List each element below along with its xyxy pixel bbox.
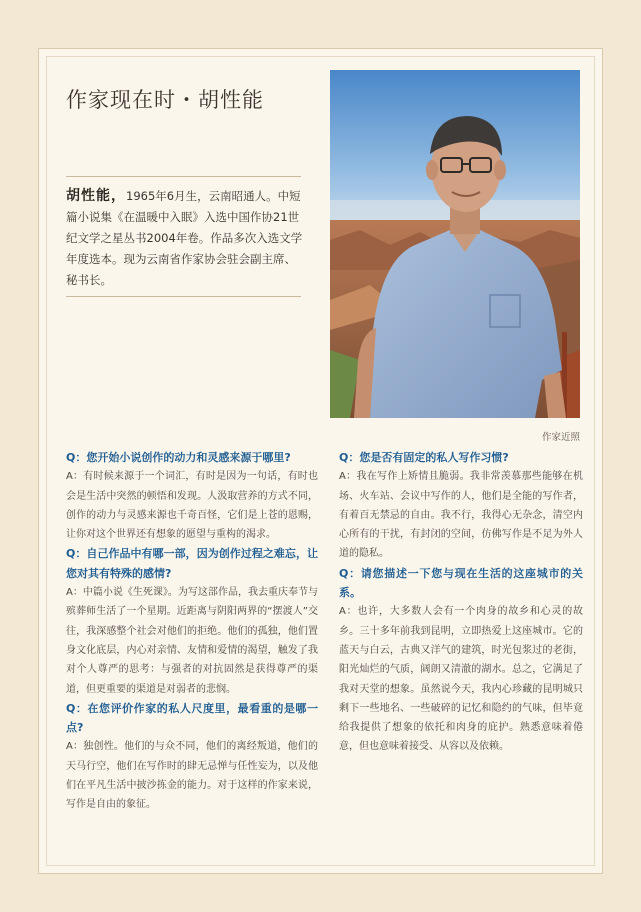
answer-2: A：中篇小说《生死课》。为写这部作品，我去重庆奉节与殡葬师生活了一个星期。近距离与阴阳两界的“摆渡人”交往，我深感整个社会对他们的拒绝。他们的孤独，他们置身文化底层，内心对亲情、友情和爱情的渴望，触发了我对个人尊严的思考：与强者的对抗固然是获得尊严的渠道，但更重要的渠道是对弱者的悲悯。	[66, 587, 318, 695]
answer-5: A：也许，大多数人会有一个肉身的故乡和心灵的故乡。三十多年前我到昆明，立即热爱上这座城市。它的蓝天与白云，古典又洋气的建筑，时光包浆过的老街，阳光灿烂的气质，阔朗又清澈的湖水。总之，它满足了我对天堂的想象。虽然说今天，我内心珍藏的昆明城只剩下一些地名、一些破碎的记忆和隐约的气味，但毕竟给我提供了想象的依托和肉身的庇护。熟悉意味着倦意，但也意味着接受、从容以及依赖。	[339, 606, 583, 753]
answer-1: A：有时候来源于一个词汇，有时是因为一句话，有时也会是生活中突然的顿悟和发现。人汲取营养的方式不同，创作的动力与灵感来源也千奇百怪，它们是上苍的恩赐，让你对这个世界还有想象的愿望与重构的渴求。	[66, 471, 318, 541]
author-photo	[330, 70, 580, 418]
bottom-divider	[66, 296, 301, 297]
interview-column-right	[339, 448, 583, 757]
question-3: Q：在您评价作家的私人尺度里，最看重的是哪一点?	[66, 701, 318, 735]
author-name: 胡性能，	[66, 188, 126, 204]
question-5: Q：请您描述一下您与现在生活的这座城市的关系。	[339, 566, 583, 600]
page-title: 作家现在时・胡性能	[66, 88, 264, 112]
photo-caption: 作家近照	[541, 432, 580, 443]
question-4: Q：您是否有固定的私人写作习惯?	[339, 451, 509, 464]
answer-4: A：我在写作上矫情且脆弱。我非常羡慕那些能够在机场、火车站、会议中写作的人，他们是全能的写作者，有着百无禁忌的自由。我不行，我得心无杂念，清空内心所有的干扰，有封闭的空间，仿佛写作是不足为外人道的隐私。	[339, 471, 583, 560]
question-1: Q：您开始小说创作的动力和灵感来源于哪里?	[66, 451, 291, 464]
question-2: Q：自己作品中有哪一部，因为创作过程之难忘，让您对其有特殊的感情?	[66, 547, 318, 580]
top-divider	[66, 176, 301, 177]
answer-3: A：独创性。他们的与众不同，他们的离经叛道，他们的天马行空，他们在写作时的肆无忌惮与任性妄为，以及他们在平凡生活中披沙拣金的能力。对于这样的作家来说，写作是自由的象征。	[66, 741, 318, 811]
interview-column-left	[66, 448, 318, 815]
author-bio	[66, 186, 306, 291]
portrait-illustration	[330, 70, 580, 418]
author-bio-text: 1965年6月生，云南昭通人。中短篇小说集《在温暖中入眠》入选中国作协21世纪文学之星丛书2004年卷。作品多次入选文学年度选本。现为云南省作家协会驻会副主席、秘书长。	[66, 189, 303, 287]
